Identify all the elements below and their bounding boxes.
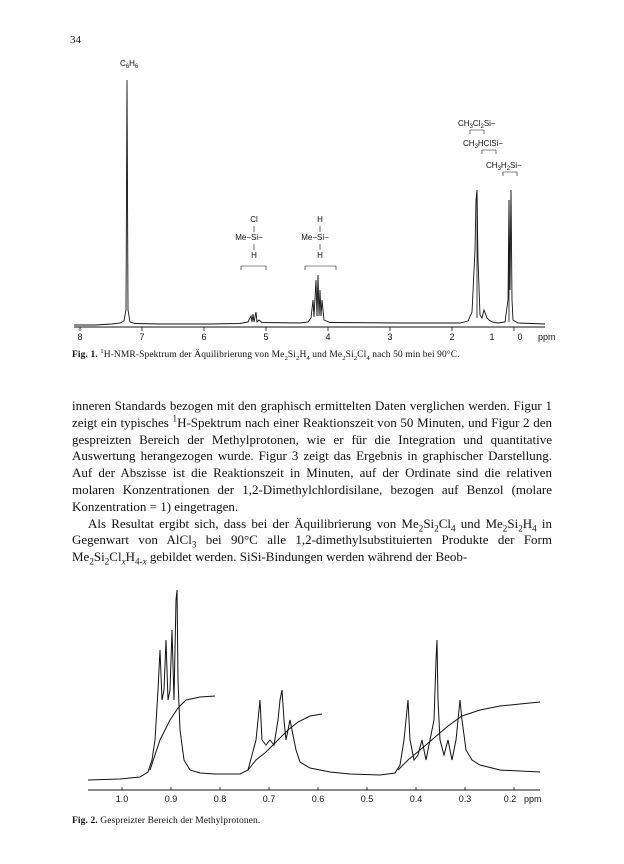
axis-unit: ppm [538,332,556,342]
figure-1-caption: Fig. 1. $^1$H-NMR-Spektrum der Äquilibrierung von $Me_2Si_2H_4$ und $Me_2Si_2Cl_4$ nach 50 min bei 90°C. [72,347,460,362]
tick-label: 0 [517,332,523,342]
tick-label: 0.8 [213,794,227,804]
label-h-bottom: H [317,251,323,260]
tick-label: 8 [77,332,83,342]
paragraph-1: inneren Standards bezogen mit den graphisch ermittelten Daten verglichen werden. Figur 1 zeigt ein typisches $^1$H-Spektrum nach einer Reaktionszeit von 50 Minuten, und Figur 2 den gespreizten Bereich der Methylprotonen, wie er für die Integration und quantitative Auswertung herangezogen wurde. Figur 3 zeigt das Ergebnis in graphischer Darstellung. Auf der Abszisse ist die Reaktionszeit in Minuten, auf der Ordinate sind die relativen molaren Konzentrationen der 1,2-Dimethylchlordisilane, bezogen auf Benzol (molare Konzentration = 1) eingetragen. [72,398,553,514]
tick-label: 0.5 [360,794,374,804]
tick-label: 3 [387,332,393,342]
tick-label: 7 [139,332,145,342]
tick-label: 5 [263,332,269,342]
label-cl: Cl [250,215,258,224]
tick-label: 2 [449,332,455,342]
integration-curve-2 [248,714,322,770]
label-h-top: H [317,215,323,224]
integration-curve-1 [150,696,215,770]
tick-label: 0.3 [458,794,472,804]
label-h: H [251,251,257,260]
label-ch3h2si: $CH_3H_2Si-$ [486,161,522,172]
integration-curve-3 [398,702,540,770]
tick-label: 1 [489,332,495,342]
tick-label: 0.6 [311,794,325,804]
label-benzene: $C_6H_6$ [120,59,139,70]
page-number: 34 [70,34,81,46]
label-ch3cl2si: $CH_3Cl_2Si-$ [458,119,496,130]
tick-label: 4 [325,332,331,342]
paragraph-2: Als Resultat ergibt sich, dass bei der Äquilibrierung von $Me_2Si_2Cl_4$ und $Me_2Si_2H_4$ in Gegenwart von AlCl$_3$ bei 90°C alle 1,2-dimethylsubstituierten Produkte der Form $Me_2Si_2Cl_xH_{4-x}$ gebildet werden. SiSi-Bindungen werden während der Beob- [72,515,553,567]
label-me-si: Me−Si− [235,233,263,242]
tick-label: 0.2 [503,794,517,804]
label-me-si-h: Me−Si− [301,233,329,242]
tick-label: 0.9 [164,794,178,804]
tick-label: 0.7 [262,794,276,804]
axis-unit: ppm [524,794,542,804]
tick-label: 1.0 [115,794,129,804]
label-ch3hclsi: $CH_3HClSi-$ [463,139,504,150]
figure-2-caption: Fig. 2. Gespreizter Bereich der Methylprotonen. [72,816,261,826]
tick-label: 6 [201,332,207,342]
tick-label: 0.4 [409,794,423,804]
